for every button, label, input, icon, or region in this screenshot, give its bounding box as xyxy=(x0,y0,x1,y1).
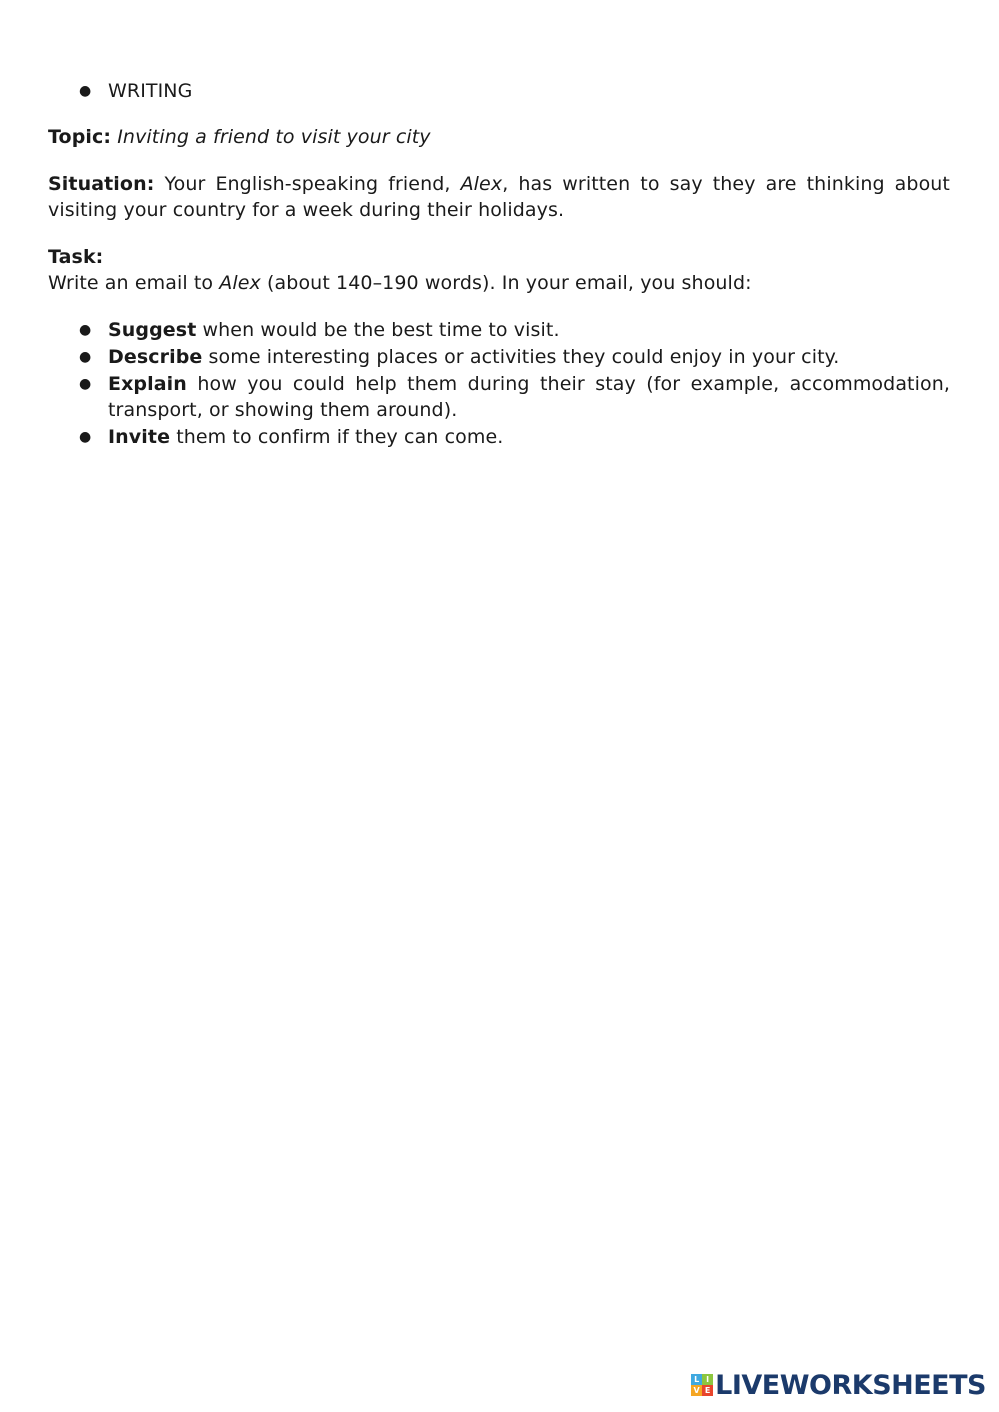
logo-mark-icon xyxy=(691,1374,713,1396)
topic-line xyxy=(48,124,950,150)
task-item-text: when would be the best time to visit. xyxy=(196,319,560,341)
task-list xyxy=(48,317,950,450)
logo-text: LIVEWORKSHEETS xyxy=(715,1369,986,1401)
situation-friend-name: Alex xyxy=(460,173,503,195)
task-label: Task: xyxy=(48,246,104,268)
section-heading-item xyxy=(48,78,950,104)
task-item-keyword: Invite xyxy=(108,426,171,448)
task-intro-name: Alex xyxy=(219,272,261,294)
task-item-keyword: Suggest xyxy=(108,319,197,341)
situation-text-after: , has written to say they are thinking about visiting your country for a week during their holidays. xyxy=(48,173,950,221)
logo-mark-cell: I xyxy=(702,1374,713,1385)
bullet-icon: ● xyxy=(79,429,92,445)
logo-mark-cell: V xyxy=(691,1385,702,1396)
task-item xyxy=(48,371,950,423)
task-intro-before: Write an email to xyxy=(48,272,220,294)
topic-text: Inviting a friend to visit your city xyxy=(117,126,431,148)
task-item-keyword: Explain xyxy=(108,373,187,395)
task-item-text: some interesting places or activities they could enjoy in your city. xyxy=(202,346,840,368)
logo-mark-cell: E xyxy=(702,1385,713,1396)
task-item-text: how you could help them during their stay (for example, accommodation, transport, or showing them around). xyxy=(108,373,950,421)
situation-text-before: Your English-speaking friend, xyxy=(154,173,461,195)
bullet-icon: ● xyxy=(79,376,92,392)
bullet-icon: ● xyxy=(79,349,92,365)
section-list xyxy=(48,78,950,104)
bullet-icon: ● xyxy=(79,322,92,338)
task-item-keyword: Describe xyxy=(108,346,203,368)
task-intro-after: (about 140–190 words). In your email, you should: xyxy=(260,272,752,294)
task-item-text: them to confirm if they can come. xyxy=(170,426,504,448)
topic-label: Topic: xyxy=(48,126,112,148)
liveworksheets-logo[interactable] xyxy=(691,1370,986,1400)
bullet-icon: ● xyxy=(79,83,92,99)
task-intro xyxy=(48,270,950,296)
worksheet-page xyxy=(48,78,950,451)
situation-paragraph xyxy=(48,171,950,223)
situation-label: Situation: xyxy=(48,173,155,195)
task-item xyxy=(48,344,950,370)
logo-mark-cell: L xyxy=(691,1374,702,1385)
task-item xyxy=(48,317,950,343)
section-heading: WRITING xyxy=(108,80,193,102)
task-item xyxy=(48,424,950,450)
task-label-line xyxy=(48,244,950,270)
